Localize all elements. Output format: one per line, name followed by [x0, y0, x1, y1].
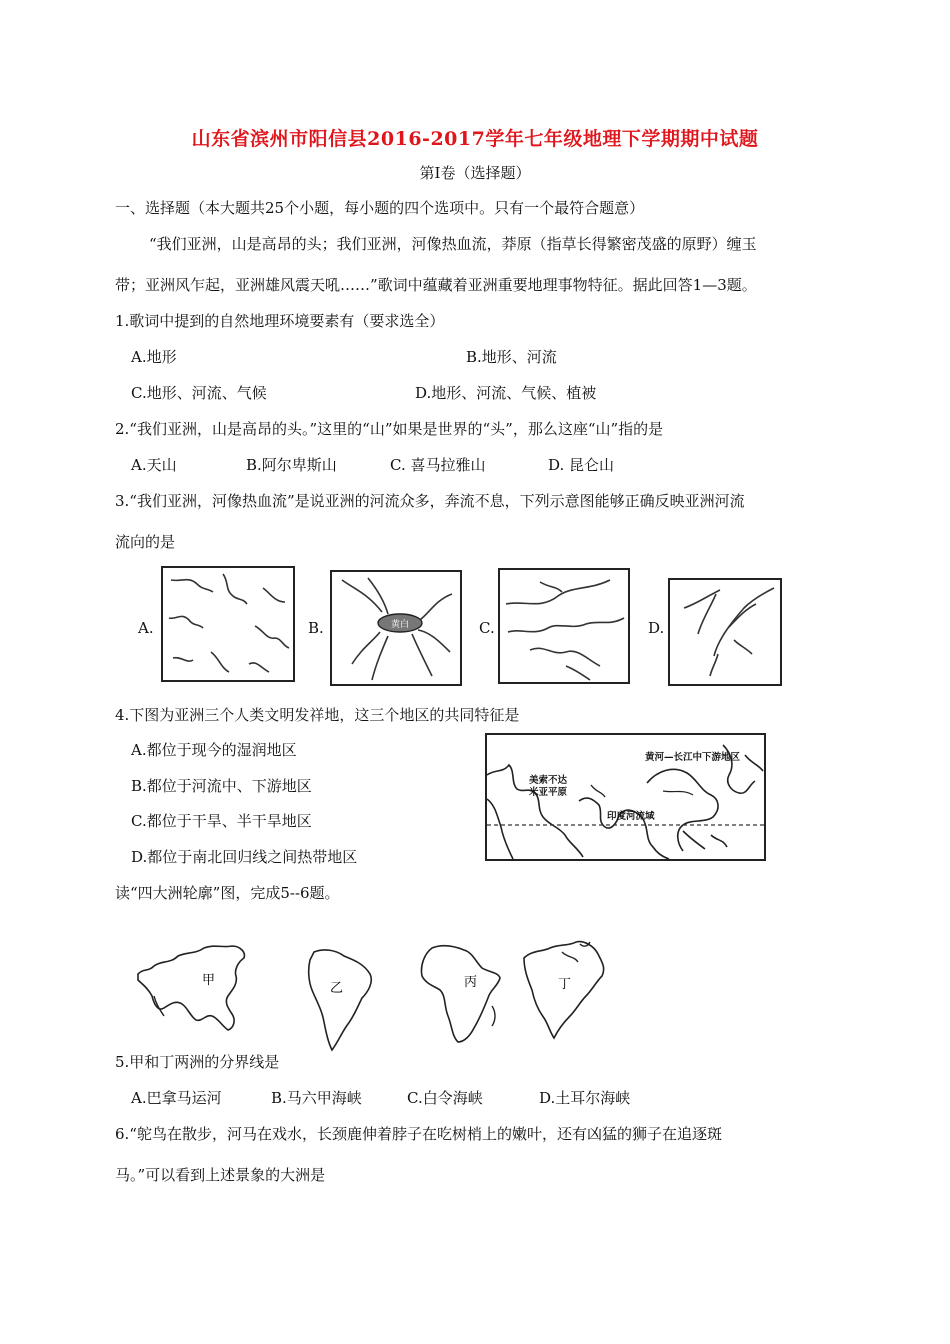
section-heading: 第Ⅰ卷（选择题）: [419, 164, 531, 182]
question-5-option-d[interactable]: D.土耳尔海峡: [539, 1089, 631, 1107]
continent-label-jia: 甲: [202, 973, 216, 988]
question-4-option-d[interactable]: D.都位于南北回归线之间热带地区: [131, 848, 358, 866]
label-mesopotamia-line-1: 美索不达: [529, 775, 568, 786]
river-map-c-drawing: [500, 570, 628, 682]
river-map-a[interactable]: [161, 566, 295, 682]
question-5-option-a[interactable]: A.巴拿马运河: [131, 1089, 222, 1107]
river-map-d[interactable]: [668, 578, 782, 686]
map-option-b-label[interactable]: B.: [308, 619, 324, 637]
civilization-map: [485, 733, 766, 861]
question-5-stem: 5.甲和丁两洲的分界线是: [115, 1053, 280, 1071]
label-yellow-yangtze: 黄河—长江中下游地区: [645, 752, 741, 763]
question-3-stem-line-1: 3.“我们亚洲，河像热血流”是说亚洲的河流众多，奔流不息，下列示意图能够正确反映亚洲河流: [115, 492, 745, 510]
river-map-a-drawing: [163, 568, 293, 680]
label-indus: 印度河流域: [607, 811, 655, 822]
map-option-c-label[interactable]: C.: [479, 619, 495, 637]
question-2-option-c[interactable]: C. 喜马拉雅山: [390, 456, 486, 474]
river-map-c[interactable]: [498, 568, 630, 684]
passage-line-2: 带；亚洲风乍起，亚洲雄风震天吼……”歌词中蕴藏着亚洲重要地理事物特征。据此回答1—3题。: [115, 276, 757, 294]
question-1-option-b[interactable]: B.地形、河流: [466, 348, 557, 366]
map-option-a-label[interactable]: A.: [138, 619, 154, 637]
question-6-stem-line-1: 6.“鸵鸟在散步，河马在戏水，长颈鹿伸着脖子在吃树梢上的嫩叶，还有凶猛的狮子在追逐斑: [115, 1125, 722, 1143]
question-1-stem: 1.歌词中提到的自然地理环境要素有（要求选全）: [115, 312, 445, 330]
question-1-option-c[interactable]: C.地形、河流、气候: [131, 384, 267, 402]
question-1-option-a[interactable]: A.地形: [131, 348, 177, 366]
read-prompt: 读“四大洲轮廓”图，完成5--6题。: [115, 884, 340, 902]
question-4-option-b[interactable]: B.都位于河流中、下游地区: [131, 777, 312, 795]
continent-ding: [518, 938, 608, 1042]
civilization-map-drawing: [487, 735, 764, 859]
question-2-stem: 2.“我们亚洲，山是高昂的头。”这里的“山”如果是世界的“头”，那么这座“山”指的是: [115, 420, 664, 438]
continent-jia: [134, 938, 249, 1034]
river-map-d-drawing: [670, 580, 780, 684]
river-map-b[interactable]: [330, 570, 462, 686]
question-6-stem-line-2: 马。”可以看到上述景象的大洲是: [115, 1166, 326, 1184]
question-2-option-b[interactable]: B.阿尔卑斯山: [246, 456, 337, 474]
question-1-option-d[interactable]: D.地形、河流、气候、植被: [415, 384, 597, 402]
question-5-option-b[interactable]: B.马六甲海峡: [271, 1089, 362, 1107]
question-3-stem-line-2: 流向的是: [115, 533, 176, 551]
instructions: 一、选择题（本大题共25个小题，每小题的四个选项中。只有一个最符合题意）: [115, 199, 645, 217]
question-4-stem: 4.下图为亚洲三个人类文明发祥地，这三个地区的共同特征是: [115, 706, 520, 724]
continent-label-bing: 丙: [464, 975, 478, 990]
question-5-option-c[interactable]: C.白令海峡: [407, 1089, 483, 1107]
passage-line-1: “我们亚洲，山是高昂的头；我们亚洲，河像热血流，莽原（指草长得繁密茂盛的原野）缠玉: [149, 235, 757, 253]
page-title: 山东省滨州市阳信县2016-2017学年七年级地理下学期期中试题: [191, 128, 759, 150]
question-2-option-a[interactable]: A.天山: [131, 456, 177, 474]
continent-label-ding: 丁: [558, 977, 572, 992]
continent-label-yi: 乙: [330, 981, 344, 996]
river-map-b-drawing: [332, 572, 460, 684]
map-option-d-label[interactable]: D.: [648, 619, 665, 637]
continent-bing-outline: [418, 940, 504, 1044]
question-4-option-c[interactable]: C.都位于干旱、半干旱地区: [131, 812, 312, 830]
label-mesopotamia-line-2: 米亚平原: [529, 787, 568, 798]
continent-yi-outline: [304, 946, 376, 1054]
question-2-option-d[interactable]: D. 昆仑山: [548, 456, 615, 474]
continent-bing: [418, 940, 504, 1044]
continent-jia-outline: [134, 938, 249, 1034]
continent-ding-outline: [518, 938, 608, 1042]
question-4-option-a[interactable]: A.都位于现今的湿润地区: [131, 741, 297, 759]
map-b-label: 黄白: [390, 620, 410, 630]
continent-yi: [304, 946, 376, 1054]
